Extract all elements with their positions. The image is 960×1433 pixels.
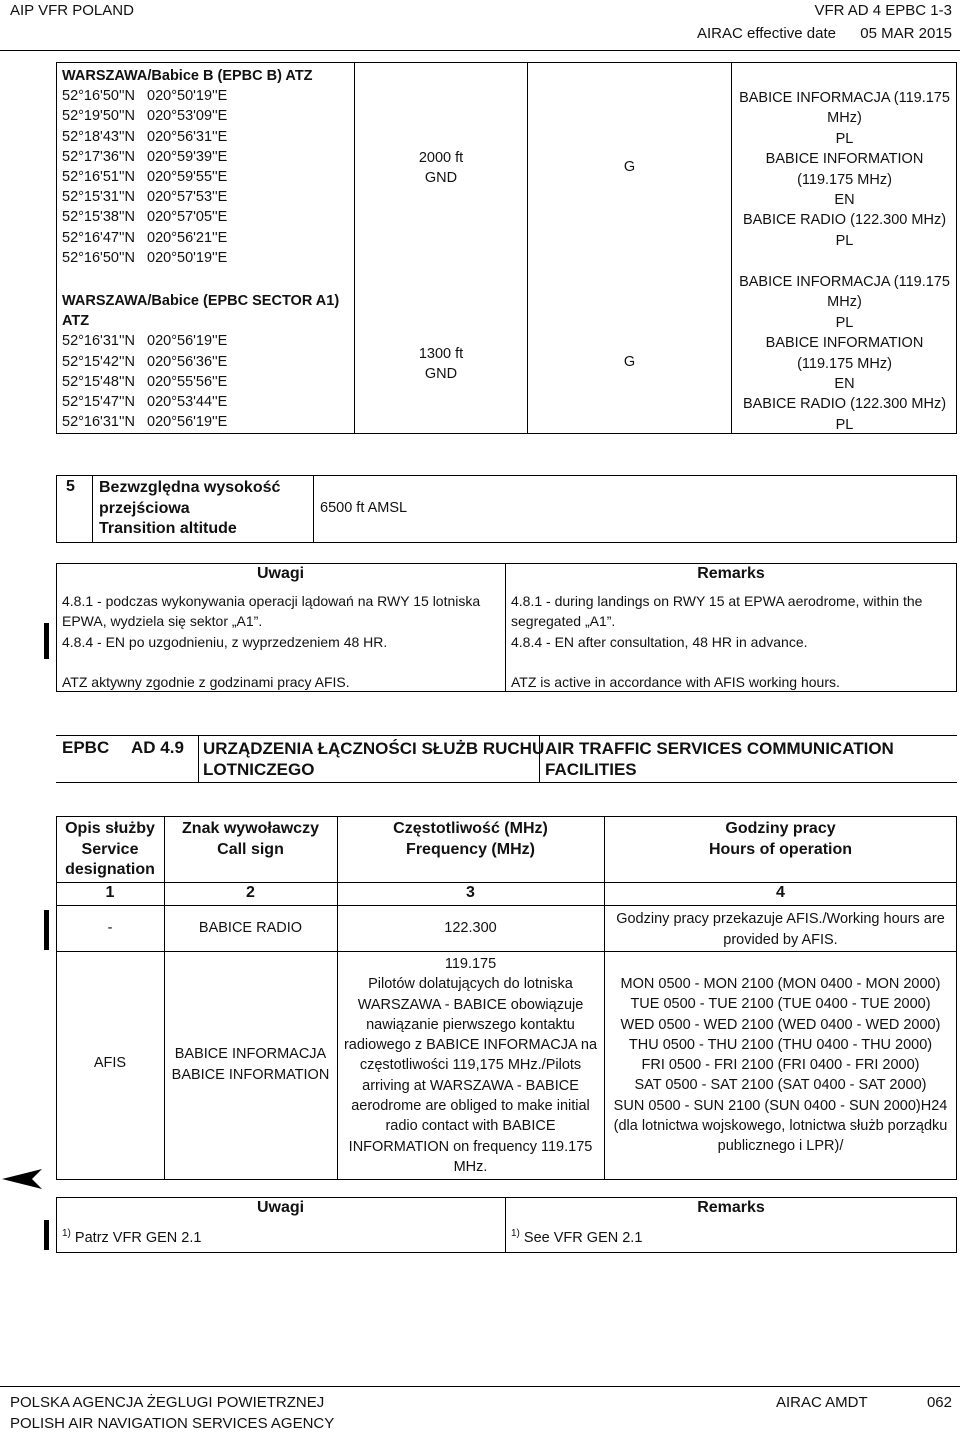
footer-amdt-number: 062: [926, 1394, 952, 1411]
transition-value: 6500 ft AMSL: [320, 500, 408, 516]
atz-zone1-limits: 2000 ft GND: [418, 150, 464, 187]
remarks2-pl-text: $^{1)}$ Patrz VFR GEN 2.1: [62, 1228, 202, 1246]
row2-frequency: 119.175 Pilotów dolatujących do lotniska WARSZAWA - BABICE obowiązuje nawiązanie pierwszego kontaktu radiowego z BABICE INFORMACJA na częstotliwości 119,175 MHz./Pilots arriving at WARSZAWA - BABICE aerodrome are obliged to make initial radio contact with BABICE INFORMATION on frequency 119.175 MHz.: [343, 956, 598, 1175]
section-title-pl: URZĄDZENIA ŁĄCZNOŚCI SŁUŻB RUCHU LOTNICZEGO: [203, 739, 545, 779]
row2-callsign: BABICE INFORMACJA BABICE INFORMATION: [171, 1046, 330, 1083]
footer-airac: AIRAC AMDT: [776, 1394, 868, 1411]
footer-agency-pl: POLSKA AGENCJA ŻEGLUGI POWIETRZNEJ: [10, 1394, 325, 1411]
header-left: AIP VFR POLAND: [10, 2, 134, 19]
col-header-service: Opis służby Service designation: [65, 820, 155, 878]
transition-label: Bezwzględna wysokość przejściowa Transition altitude: [99, 479, 281, 537]
change-bar: [44, 910, 49, 950]
row2-service: AFIS: [93, 1055, 127, 1071]
row1-hours: Godziny pracy przekazuje AFIS./Working hours are provided by AFIS.: [616, 911, 945, 948]
remarks-pl-heading: Uwagi: [256, 565, 305, 582]
airac-date: 05 MAR 2015: [860, 25, 952, 42]
remarks2-pl-heading: Uwagi: [256, 1199, 305, 1216]
row1-service: -: [107, 920, 113, 936]
transition-number: 5: [66, 478, 75, 495]
atz-zone1-title: WARSZAWA/Babice B (EPBC B) ATZ: [62, 68, 313, 84]
atz-zone1-class: G: [623, 159, 636, 175]
airac-label: AIRAC effective date: [697, 25, 836, 42]
atz-zone2-title: WARSZAWA/Babice (EPBC SECTOR A1): [62, 293, 340, 309]
col-header-hours: Godziny pracy Hours of operation: [708, 820, 853, 858]
remarks-en-text: 4.8.1 - during landings on RWY 15 at EPWA aerodrome, within the segregated „A1”. 4.8.4 - EN after consultation, 48 HR in advance. ATZ is active in accordance with AFIS working hours.: [511, 593, 923, 691]
row1-callsign: BABICE RADIO: [198, 920, 303, 936]
col-num-3: 3: [466, 884, 475, 901]
col-num-4: 4: [776, 884, 785, 901]
atz-zone1-coords: WARSZAWA/Babice B (EPBC B) ATZ 52°16'50''N 020°50'19''E 52°19'50''N 020°53'09''E 52°18'43''N 020°56'31''E 52°17'36''N 020°59'39''E 52°16'51''N 020°59'55''E 52°15'31''N 020°57'53''E 52°15'38''N 020°57'05''E 52°16'47''N 020°56'21''E 52°16'50''N 020°50'19''E: [62, 68, 313, 266]
remarks-pl-text: 4.8.1 - podczas wykonywania operacji lądowań na RWY 15 lotniska EPWA, wydziela się sektor „A1”. 4.8.4 - EN po uzgodnieniu, z wyprzedzeniem 48 HR. ATZ aktywny zgodnie z godzinami pracy AFIS.: [62, 593, 481, 691]
section-code: EPBC: [62, 738, 110, 757]
header-rule: [0, 50, 960, 51]
atz-zone2-comms: BABICE INFORMACJA (119.175 MHz) PL BABICE INFORMATION (119.175 MHz) EN BABICE RADIO (122.300 MHz) PL: [739, 274, 950, 433]
section-title-en: AIR TRAFFIC SERVICES COMMUNICATION FACILITIES: [545, 739, 894, 779]
header-right: VFR AD 4 EPBC 1-3: [814, 2, 952, 19]
remarks2-en-text: $^{1)}$ See VFR GEN 2.1: [511, 1228, 643, 1246]
footer-agency-en: POLISH AIR NAVIGATION SERVICES AGENCY: [10, 1415, 335, 1432]
remarks2-en-heading: Remarks: [697, 1199, 765, 1216]
change-bar: [44, 623, 49, 659]
atz-zone2-class: G: [623, 354, 636, 370]
col-header-callsign: Znak wywoławczy Call sign: [182, 820, 319, 858]
change-bar: [44, 1220, 49, 1250]
row1-frequency: 122.300: [444, 920, 497, 936]
col-num-1: 1: [105, 884, 115, 901]
footer-rule: [0, 1386, 960, 1387]
col-num-2: 2: [246, 884, 255, 901]
remarks-en-heading: Remarks: [697, 565, 765, 582]
amendment-arrow-icon: [2, 1168, 42, 1190]
atz-zone1-comms: BABICE INFORMACJA (119.175 MHz) PL BABICE INFORMATION (119.175 MHz) EN BABICE RADIO (122.300 MHz) PL: [739, 90, 950, 249]
atz-zone2-limits: 1300 ft GND: [418, 346, 464, 383]
col-header-frequency: Częstotliwość (MHz) Frequency (MHz): [393, 820, 548, 858]
section-number: AD 4.9: [131, 738, 184, 757]
atz-zone2-coords: WARSZAWA/Babice (EPBC SECTOR A1) ATZ 52°16'31''N 020°56'19''E 52°15'42''N 020°56'36''E 52°15'48''N 020°55'56''E 52°15'47''N 020°53'44''E 52°16'31''N 020°56'19''E: [62, 293, 340, 431]
row2-hours: MON 0500 - MON 2100 (MON 0400 - MON 2000) TUE 0500 - TUE 2100 (TUE 0400 - TUE 2000) WED 0500 - WED 2100 (WED 0400 - WED 2000) THU 0500 - THU 2100 (THU 0400 - THU 2000) FRI 0500 - FRI 2100 (FRI 0400 - FRI 2000) SAT 0500 - SAT 2100 (SAT 0400 - SAT 2000) SUN 0500 - SUN 2100 (SUN 0400 - SUN 2000)H24 (dla lotnictwa wojskowego, lotnictwa służb porządku publicznego i LPR)/: [613, 976, 948, 1155]
